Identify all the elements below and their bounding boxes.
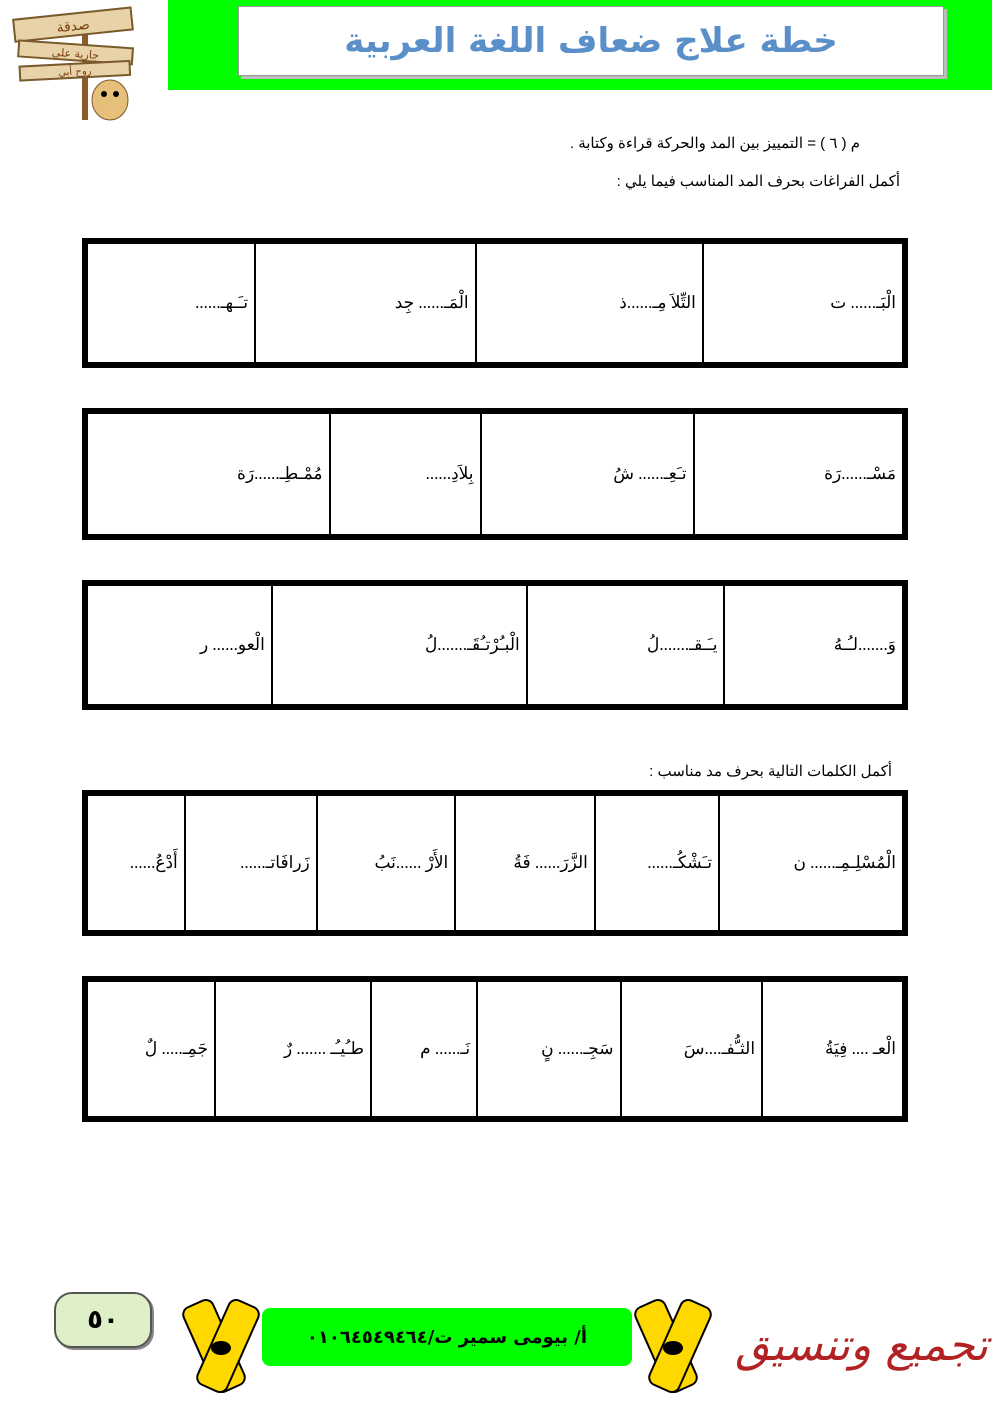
word-cell: تـَـهـ...... — [87, 243, 255, 363]
word-cell: مَسْـ......رَة — [694, 413, 903, 535]
mascot-sign-icon — [10, 4, 140, 124]
credit-band — [262, 1308, 632, 1366]
word-cell: الزَّرَ...... فَةُ — [455, 795, 595, 931]
word-cell: الأَرْ ......نَبُ — [317, 795, 456, 931]
word-cell: أَدْعُ...... — [87, 795, 185, 931]
credit-text: أ/ بيومى سمير ت/٠١٠٦٤٥٤٩٤٦٤ — [306, 1326, 588, 1348]
word-cell: جَمِـ..... لٌ — [87, 981, 215, 1117]
word-cell: يـَـقـ.......لُ — [527, 585, 725, 705]
word-cell: الْمُسْلِـمِـ...... ن — [719, 795, 903, 931]
title-box — [238, 6, 944, 76]
word-cell: سَجِـ...... نٍ — [477, 981, 620, 1117]
instruction-1: أكمل الفراغات بحرف المد المناسب فيما يلي : — [616, 173, 900, 190]
sign-line-1: صدقة — [55, 16, 91, 37]
exercise-table-1 — [82, 238, 908, 368]
word-cell: التِّلاَ مِـ......ذ — [476, 243, 703, 363]
word-cell: الْعـ .... فِيَةُ — [762, 981, 903, 1117]
exercise-table-3 — [82, 580, 908, 710]
word-cell: زَرافَاتـ...... — [185, 795, 317, 931]
word-cell: الْبـُرْتـُقَـ.......لُ — [272, 585, 527, 705]
exercise-table-2 — [82, 408, 908, 540]
word-cell: تـَعِـ...... شُ — [481, 413, 694, 535]
word-cell: الْبَـ...... ت — [703, 243, 903, 363]
word-cell: مُمْـطِـ......رَة — [87, 413, 330, 535]
word-cell: نَـ...... م — [371, 981, 477, 1117]
sign-line-3: روح أبي — [58, 65, 92, 79]
page-number: ٥٠ — [87, 1305, 119, 1335]
exercise-table-4 — [82, 790, 908, 936]
word-cell: طـُيـُـ ....... رٌ — [215, 981, 371, 1117]
exercise-table-5 — [82, 976, 908, 1122]
signature: تجميع وتنسيق — [735, 1320, 988, 1371]
word-cell: الْعو...... ر — [87, 585, 272, 705]
word-cell: الثـُّفـ....سَ — [621, 981, 763, 1117]
instruction-2: أكمل الكلمات التالية بحرف مد مناسب : — [649, 763, 892, 780]
page-title: خطة علاج ضعاف اللغة العربية — [344, 21, 838, 61]
word-cell: الْمَـ...... جِد — [255, 243, 476, 363]
scroll-left-icon — [176, 1296, 266, 1396]
sign-line-2: جارية على — [51, 45, 100, 62]
scroll-right-icon — [628, 1296, 718, 1396]
word-cell: وَ.......لـُـهُ — [724, 585, 903, 705]
lesson-title: م ( ٦ ) = التمييز بين المد والحركة قراءة وكتابة . — [569, 135, 860, 152]
word-cell: بِلاَدِ...... — [330, 413, 481, 535]
page-number-badge — [54, 1292, 152, 1348]
word-cell: تـَشْكُـ...... — [595, 795, 719, 931]
